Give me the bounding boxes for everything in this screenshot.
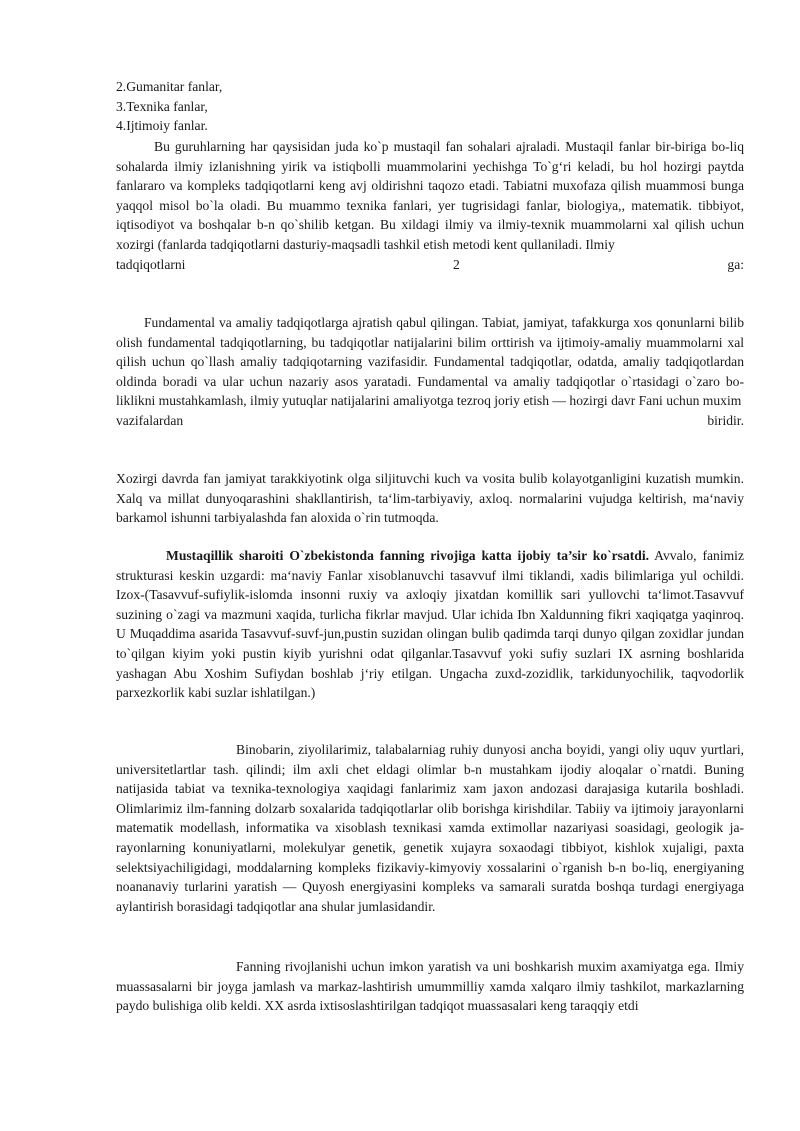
numbered-list	[116, 77, 744, 136]
tail-right-word: ga:	[727, 256, 744, 272]
paragraph-fundamental-amaliy	[116, 313, 744, 431]
list-text: Gumanitar fanlar,	[126, 79, 223, 94]
tail-middle-number: 2	[453, 256, 460, 272]
paragraph-tail-line	[116, 255, 744, 275]
bold-heading-sentence: Mustaqillik sharoiti O`zbekistonda fanning rivojiga katta ijobiy ta’sir ko`rsatdi.	[166, 548, 650, 563]
list-item	[116, 116, 744, 136]
list-number: 4.	[116, 118, 127, 134]
paragraph-body: Avvalo, fanimiz strukturasi keskin uzgardi: ma‘naviy Fanlar xisoblanuvchi tasavvuf ilmi tiklandi, xadis bilimlariga yul ochildi. Izox-(Tasavvuf-sufiylik-islomda insonni ruxiy va axloqiy jixatdan komillik sari yullovchi ta‘limot.Tasavvuf suzining o`zagi va mazmuni xaqida, turlicha fikrlar mavjud. Ular ichida Ibn Xaldunning fikri xaqiqatga yaqinroq. U Muqaddima asarida Tasavvuf-suvf-jun,pustin suzidan olingan bulib qadimda tarqi dunyo qilgan zoxidlar jundan to`qilgan kiyim yoki pustin kiyib yurishni odat qilganlar.Tasavvuf yoki sufiy suzlari IX asrning boshlarida yashagan Abu Xoshim Sufiydan boshlab j‘riy etilgan. Ungacha zuxd-zozidlik, tarkidunyochilik, taqvodorlik parxezkorlik kabi suzlar ishlatilgan.)	[116, 548, 744, 701]
paragraph-text: Binobarin, ziyolilarimiz, talabalarniag ruhiy dunyosi ancha boyidi, yangi oliy uquv yurtlari, universitetlartlar tash. qilindi; ilm axli chet eldagi olimlar b-n mustahkam ijodiy aloqalar o`rnatdi. Buning natijasida tabiat va texnika-texnologiya xaqidagi fanlarimiz xam jaxon andozasi darajasiga kutarila boshladi. Olimlarimiz ilm-fanning dolzarb soxalarida tadqiqotlarlar olib borishga kirishdilar. Tabiiy va ijtimoiy jarayonlarni matematik modellash, informatika va xisoblash texnikasi xamda extimollar nazariyasi soasidagi, geologik ja-rayonlarning konuniyatlarni, molekulyar genetik, genetik xujayra soxaodagi tibbiyot, kishlok xujaligi, paxta selektsiyachiligidagi, moddalarning kompleks fizikaviy-kimyoviy xossalarini o`rganish b-n bo-liq, energiyaning noananaviy turlarini yaratish — Quyosh energiyasini kompleks va samarali suratda boshqa turdagi energiyaga aylantirish borasidagi tadqiqotlar ana shular jumlasidandir.	[116, 742, 744, 914]
paragraph-text: Fundamental va amaliy tadqiqotlarga ajratish qabul qilingan. Tabiat, jamiyat, tafakkurga xos qonunlarni bilib olish fundamental tadqiqotlarning, bu tadqiqotlar natijalarini bilim orttirish va ijtimoiy-amaliy muammolarni xal qilish uchun qo`llash amaliy tadqiqotarning vazifasidir. Fundamental tadqiqotlar, odatda, amaliy tadqiqotlardan oldinda boradi va ular uchun nazariy asos yaratadi. Fundamental va amaliy tadqiqotlar o`rtasidagi o`zaro bo-liklikni mustahkamlash, ilmiy yutuqlar natijalarini amaliyotga tezroq joriy etish — hozirgi davr Fani uchun muxim	[116, 315, 744, 409]
paragraph-tail-line	[116, 411, 744, 431]
paragraph-fanning-rivojlanishi	[116, 957, 744, 1016]
paragraph-xozirgi-davr	[116, 469, 744, 528]
list-item	[116, 77, 744, 97]
list-text: Texnika fanlar,	[126, 98, 208, 114]
paragraph-mustaqillik	[116, 546, 744, 703]
paragraph-binobarin	[116, 740, 744, 916]
tail-right-word: biridir.	[707, 412, 744, 428]
paragraph-text	[116, 546, 744, 703]
paragraph-text: Fanning rivojlanishi uchun imkon yaratish va uni boshkarish muxim axamiyatga ega. Ilmiy muassasalarni bir joyga jamlash va markaz-lashtirish umummilliy xamda xalqaro ilmiy tashkilot, markazlarning paydo bulishiga olib keldi. XX asrda ixtisoslashtirilgan tadqiqot muassasalari keng taraqqiy etdi	[116, 959, 744, 1014]
list-number: 2.	[116, 79, 127, 94]
list-number: 3.	[116, 98, 127, 114]
paragraph-text: Bu guruhlarning har qaysisidan juda ko`p mustaqil fan sohalari ajraladi. Mustaqil fanlar bir-biriga bo-liq sohalarda ilmiy izlanishning yirik va istiqbolli muammolarini yechishga To`g‘ri keladi, bu hol hozirgi paytda fanlararo va kompleks tadqiqotlarni keng avj oldirishni taqozo etadi. Tabiatni muxofaza qilish muammosi bunga yaqqol misol bo`la oladi. Bu muammo texnika fanlari, yer tugrisidagi fanlar, biologiya,, matematik. tibbiyot, iqtisodiyot va boshqalar b-n qo`shilib ketgan. Bu xildagi ilmiy va ilmiy-texnik muammolarni xal qilish uchun xozirgi (fanlarda tadqiqotlarni dasturiy-maqsadli tashkil etish metodi kent qullaniladi. Ilmiy	[116, 139, 744, 252]
list-text: Ijtimoiy fanlar.	[126, 118, 208, 134]
paragraph-fan-sohalari	[116, 137, 744, 274]
paragraph-text: Xozirgi davrda fan jamiyat tarakkiyotink olga siljituvchi kuch va vosita bulib kolayotganligini kuzatish mumkin. Xalq va millat dunyoqarashini shakllantirish, ta‘lim-tarbiyaviy, axloq. normalarini vujudga keltirish, ma‘naviy barkamol ishunni tarbiyalashda fan aloxida o`rin tutmoqda.	[116, 471, 744, 526]
list-item	[116, 97, 744, 117]
tail-left-word: tadqiqotlarni	[116, 256, 186, 272]
tail-left-word: vazifalardan	[116, 412, 184, 428]
